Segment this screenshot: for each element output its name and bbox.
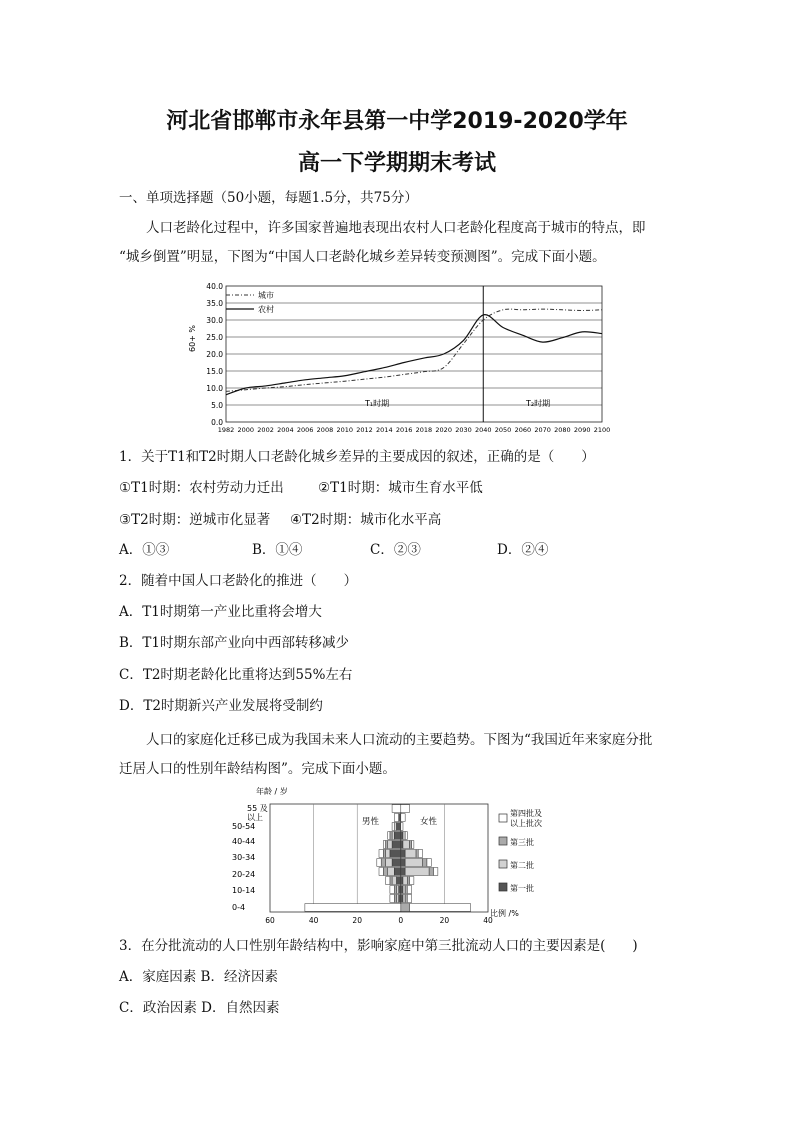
pyramid-bar-female	[405, 868, 429, 876]
pyramid-x-tick: 20	[439, 916, 450, 925]
y-tick-label: 15.0	[206, 367, 223, 376]
pyramid-bar-female	[401, 841, 403, 849]
pyramid-bar-male	[383, 850, 385, 858]
y-tick-label: 40.0	[206, 282, 223, 291]
y-tick-label: 5.0	[211, 401, 223, 410]
pyramid-bar-male	[394, 895, 396, 903]
document-title-line1: 河北省邯郸市永年县第一中学2019-2020学年	[166, 109, 628, 134]
pyramid-bar-female	[401, 850, 405, 858]
pyramid-bar-female	[401, 886, 403, 894]
x-tick-label: 2080	[554, 426, 571, 434]
pyramid-bar-male	[399, 886, 401, 894]
pyramid-bar-female	[405, 850, 416, 858]
pyramid-bar-male	[383, 868, 387, 876]
pyramid-bar-female	[403, 877, 407, 885]
legend-batch1-label: 第一批	[510, 884, 534, 893]
legend-batch2-label: 第二批	[510, 861, 534, 870]
x-tick-label: 2060	[514, 426, 532, 434]
pyramid-bar-male	[394, 814, 398, 822]
aging-chart-x-ticks	[218, 426, 611, 434]
pyramid-age-30-34: 30-34	[232, 853, 256, 862]
legend-batch1-swatch	[499, 883, 507, 891]
pyramid-bar-male	[396, 877, 400, 885]
q1-stem: 1．关于T1和T2时期人口老龄化城乡差异的主要成因的叙述，正确的是（ ）	[119, 449, 595, 465]
pyramid-bar-female	[405, 832, 407, 840]
legend-batch3-swatch	[499, 837, 507, 845]
y-tick-label: 35.0	[206, 299, 223, 308]
pyramid-bar-male	[388, 841, 392, 849]
x-tick-label: 2000	[237, 426, 255, 434]
pyramid-bar-male	[379, 850, 383, 858]
intro1-line2: “城乡倒置”明显，下图为“中国人口老龄化城乡差异转变预测图”。完成下面小题。	[119, 249, 606, 265]
q3-options-cd: C．政治因素 D．自然因素	[119, 1000, 280, 1016]
pyramid-bar-male	[377, 859, 381, 867]
q1-option-b: B．①④	[252, 542, 303, 558]
x-tick-label: 2050	[494, 426, 512, 434]
pyramid-age-40-44: 40-44	[232, 837, 256, 846]
pyramid-bar-male	[392, 877, 396, 885]
pyramid-bar-male	[388, 832, 390, 840]
pyramid-x-tick: 40	[483, 916, 493, 925]
pyramid-bar-male	[394, 832, 401, 840]
pyramid-bar-female	[418, 850, 422, 858]
pyramid-bar-female	[403, 895, 405, 903]
q2-option-d: D．T2时期新兴产业发展将受制约	[119, 698, 323, 714]
pyramid-bar-female	[401, 895, 403, 903]
pyramid-bar-female	[407, 877, 409, 885]
pyramid-bar-female	[401, 832, 403, 840]
pyramid-bar-male	[399, 814, 401, 822]
pyramid-bar-male	[394, 823, 396, 831]
pyramid-chart	[222, 782, 562, 928]
pyramid-bar-female	[401, 823, 403, 831]
pyramid-bar-male	[379, 868, 383, 876]
pyramid-age-top-2: 以上	[247, 813, 263, 822]
pyramid-bar-female	[403, 841, 410, 849]
pyramid-bar-female	[412, 841, 414, 849]
intro2-line2: 迁居人口的性别年龄结构图”。完成下面小题。	[119, 761, 396, 777]
pyramid-bar-male	[396, 823, 400, 831]
pyramid-bar-female	[403, 832, 405, 840]
q1-statement-3: ③T2时期：逆城市化显著	[119, 512, 271, 528]
pyramid-bar-male	[305, 904, 401, 912]
pyramid-age-20-24: 20-24	[232, 870, 256, 879]
pyramid-bar-male	[390, 877, 392, 885]
q1-option-d: D．②④	[497, 542, 549, 558]
pyramid-bar-female	[403, 886, 405, 894]
x-tick-label: 2012	[356, 426, 373, 434]
pyramid-bar-female	[410, 841, 412, 849]
pyramid-bar-female	[401, 814, 405, 822]
pyramid-bar-male	[390, 832, 392, 840]
pyramid-bars	[305, 805, 471, 912]
legend-rural-label: 农村	[258, 305, 274, 314]
pyramid-bar-male	[394, 886, 396, 894]
x-tick-label: 2016	[395, 426, 413, 434]
x-tick-label: 2040	[474, 426, 492, 434]
q1-statement-2: ②T1时期：城市生育水平低	[318, 480, 483, 496]
x-tick-label: 2008	[316, 426, 334, 434]
pyramid-bar-female	[410, 877, 414, 885]
q2-option-c: C．T2时期老龄化比重将达到55%左右	[119, 667, 353, 683]
pyramid-bar-male	[383, 841, 385, 849]
q2-option-b: B．T1时期东部产业向中西部转移减少	[119, 635, 350, 651]
pyramid-x-unit: 比例 /%	[490, 909, 519, 918]
pyramid-x-tick: 20	[352, 916, 362, 925]
document-title-line2: 高一下学期期末考试	[297, 151, 496, 176]
q2-stem: 2．随着中国人口老龄化的推进（ ）	[119, 573, 358, 589]
q3-stem: 3．在分批流动的人口性别年龄结构中，影响家庭中第三批流动人口的主要因素是( )	[119, 938, 638, 954]
q1-statement-1: ①T1时期：农村劳动力迁出	[119, 480, 284, 496]
legend-city-label: 城市	[258, 291, 274, 300]
aging-chart	[190, 280, 610, 436]
male-label: 男性	[362, 817, 380, 827]
pyramid-bar-male	[399, 895, 401, 903]
x-tick-label: 2070	[534, 426, 551, 434]
x-tick-label: 2002	[257, 426, 274, 434]
y-tick-label: 20.0	[206, 350, 223, 359]
pyramid-bar-female	[423, 859, 427, 867]
pyramid-bar-male	[390, 886, 394, 894]
y-tick-label: 30.0	[206, 316, 223, 325]
section-heading: 一、单项选择题（50小题，每题1.5分，共75分）	[119, 190, 418, 206]
pyramid-bar-male	[396, 886, 398, 894]
q1-statement-4: ④T2时期：城市化水平高	[290, 512, 442, 528]
pyramid-bar-male	[386, 841, 388, 849]
pyramid-bar-male	[386, 877, 390, 885]
legend-batch4-label-2: 以上批次	[510, 819, 542, 828]
pyramid-bar-male	[388, 868, 395, 876]
pyramid-ylabel: 年龄 / 岁	[256, 787, 288, 796]
x-tick-label: 2010	[336, 426, 354, 434]
pyramid-bar-female	[401, 877, 403, 885]
q3-options-ab: A．家庭因素 B．经济因素	[119, 969, 278, 985]
pyramid-bar-male	[386, 859, 393, 867]
pyramid-x-tick: 40	[308, 916, 319, 925]
x-tick-label: 2018	[415, 426, 433, 434]
pyramid-bar-female	[401, 805, 410, 813]
x-tick-label: 2004	[277, 426, 294, 434]
series-line-rural	[226, 315, 602, 395]
legend-batch3-label: 第三批	[510, 838, 534, 847]
pyramid-bar-female	[410, 904, 471, 912]
x-tick-label: 2090	[573, 426, 591, 434]
pyramid-age-0-4: 0-4	[232, 903, 246, 912]
pyramid-bar-female	[405, 895, 407, 903]
aging-chart-y-ticks	[206, 282, 223, 427]
pyramid-bar-female	[416, 850, 418, 858]
intro1-line1: 人口老龄化过程中，许多国家普遍地表现出农村人口老龄化程度高于城市的特点，即	[146, 220, 646, 236]
pyramid-bar-female	[407, 895, 411, 903]
q1-option-a: A．①③	[119, 542, 170, 558]
legend-batch4-label-1: 第四批及	[510, 809, 542, 818]
y-tick-label: 10.0	[206, 384, 223, 393]
female-label: 女性	[420, 817, 438, 827]
pyramid-bar-female	[401, 904, 410, 912]
y-tick-label: 25.0	[206, 333, 223, 342]
pyramid-bar-male	[390, 895, 394, 903]
x-tick-label: 2006	[296, 426, 314, 434]
pyramid-age-top-1: 55 及	[247, 804, 268, 813]
pyramid-x-tick: 0	[398, 916, 404, 925]
x-tick-label: 2030	[455, 426, 472, 434]
series-line-city	[226, 309, 602, 391]
pyramid-bar-male	[390, 850, 401, 858]
x-tick-label: 2014	[376, 426, 393, 434]
pyramid-bar-female	[401, 859, 405, 867]
pyramid-bar-male	[392, 823, 394, 831]
legend-batch2-swatch	[499, 860, 507, 868]
pyramid-bar-male	[394, 868, 401, 876]
x-tick-label: 2020	[435, 426, 452, 434]
q2-option-a: A．T1时期第一产业比重将会增大	[119, 604, 322, 620]
pyramid-bar-male	[392, 805, 401, 813]
q1-option-c: C．②③	[370, 542, 421, 558]
x-tick-label: 2100	[593, 426, 611, 434]
pyramid-bar-male	[386, 850, 390, 858]
pyramid-bar-male	[396, 895, 398, 903]
pyramid-bar-female	[434, 868, 438, 876]
pyramid-bar-female	[427, 859, 431, 867]
pyramid-bar-female	[429, 868, 433, 876]
pyramid-age-10-14: 10-14	[232, 886, 256, 895]
pyramid-bar-female	[407, 886, 411, 894]
pyramid-bar-male	[392, 832, 394, 840]
pyramid-age-50-54: 50-54	[232, 822, 256, 831]
intro2-line1: 人口的家庭化迁移已成为我国未来人口流动的主要趋势。下图为“我国近年来家庭分批	[146, 732, 653, 748]
y-tick-label: 0.0	[211, 418, 223, 427]
pyramid-bar-male	[392, 841, 401, 849]
x-tick-label: 1982	[217, 426, 235, 434]
pyramid-bar-male	[392, 859, 401, 867]
pyramid-x-tick: 60	[265, 916, 275, 925]
aging-chart-ylabel: 60+ %	[188, 324, 197, 352]
pyramid-bar-male	[381, 859, 385, 867]
pyramid-bar-female	[405, 859, 422, 867]
legend-batch4-swatch	[499, 814, 507, 822]
pyramid-bar-female	[401, 868, 405, 876]
period-t2-label: T₂时期	[526, 399, 551, 408]
period-t1-label: T₁时期	[365, 399, 390, 408]
pyramid-bar-female	[405, 886, 407, 894]
